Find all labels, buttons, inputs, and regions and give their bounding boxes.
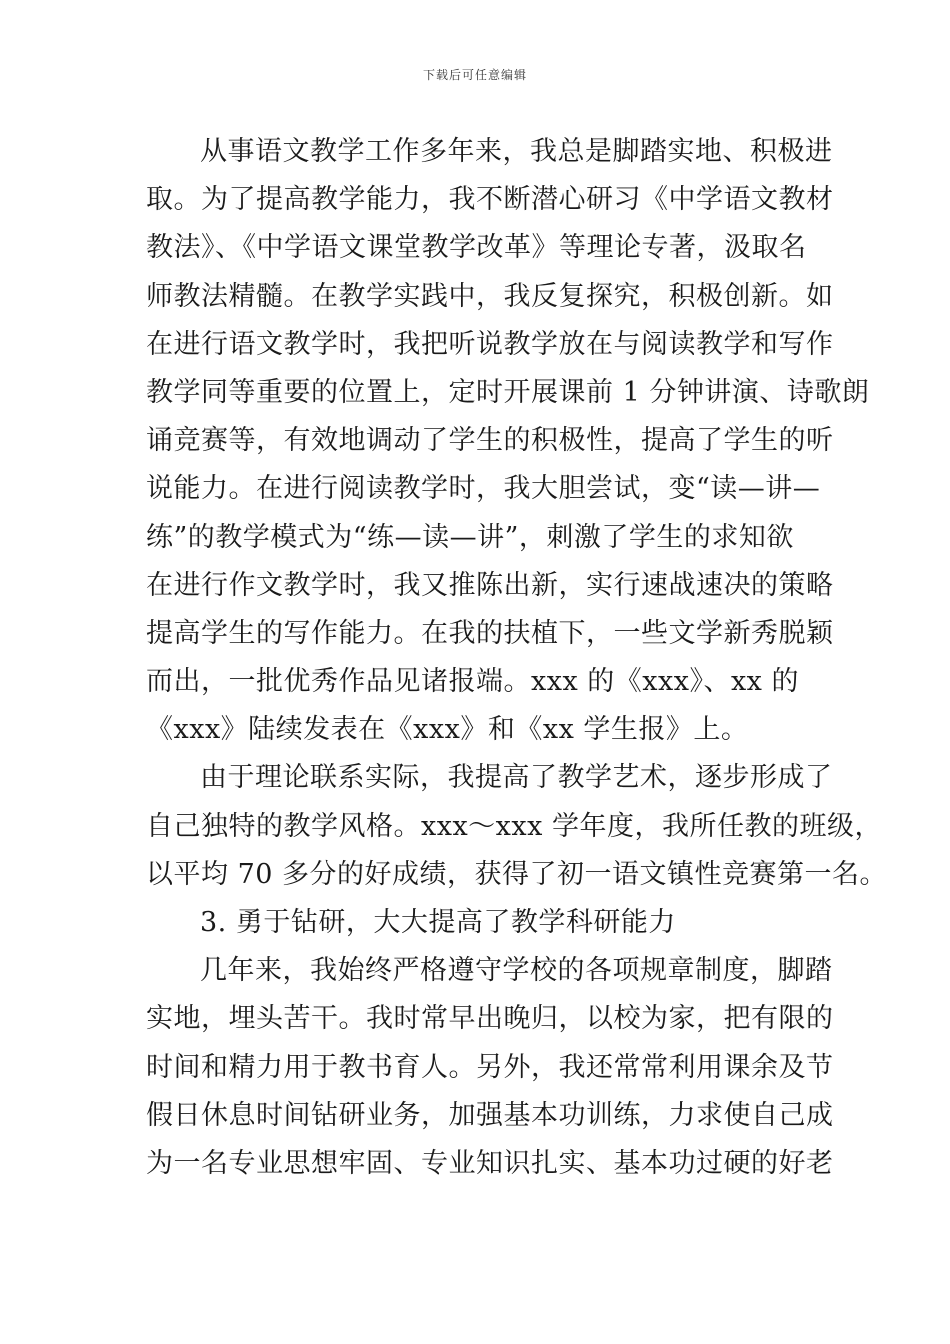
text-line: 假日休息时间钻研业务，加强基本功训练，力求使自己成 (146, 1099, 834, 1131)
text-line: 提高学生的写作能力。在我的扶植下，一些文学新秀脱颖 (146, 617, 834, 649)
paragraph-teaching-practice (146, 128, 870, 754)
text-line: 《xxx》陆续发表在《xxx》和《xx 学生报》上。 (146, 714, 749, 746)
text-line: 在进行语文教学时，我把听说教学放在与阅读教学和写作 (146, 328, 834, 360)
page-header: 下载后可任意编辑 (422, 68, 527, 82)
paragraph-diligence (146, 947, 834, 1188)
text-line: 教法》、《中学语文课堂教学改革》等理论专著，汲取名 (146, 232, 807, 264)
text-line: 在进行作文教学时，我又推陈出新，实行速战速决的策略 (146, 569, 834, 601)
text-line: 以平均 70 多分的好成绩，获得了初一语文镇性竞赛第一名。 (146, 858, 888, 890)
text-line: 从事语文教学工作多年来，我总是脚踏实地、积极进 (200, 136, 833, 167)
section-heading (146, 899, 826, 947)
document-body (146, 128, 888, 1188)
text-line: 几年来，我始终严格遵守学校的各项规章制度，脚踏 (200, 955, 833, 987)
text-line: 时间和精力用于教书育人。另外，我还常常利用课余及节 (146, 1051, 834, 1083)
text-line: 实地，埋头苦干。我时常早出晚归，以校为家，把有限的 (146, 1003, 834, 1035)
text-line: 由于理论联系实际，我提高了教学艺术，逐步形成了 (200, 762, 833, 794)
text-line: 教学同等重要的位置上，定时开展课前 1 分钟讲演、诗歌朗 (146, 376, 870, 408)
text-line: 为一名专业思想牢固、专业知识扎实、基本功过硬的好老 (146, 1147, 834, 1179)
text-line: 自己独特的教学风格。xxx～xxx 学年度，我所任教的班级， (146, 810, 882, 842)
text-line: 师教法精髓。在教学实践中，我反复探究，积极创新。如 (146, 280, 834, 312)
text-line: 而出，一批优秀作品见诸报端。xxx 的《xxx》、xx 的 (146, 666, 799, 698)
text-line: 取。为了提高教学能力，我不断潜心研习《中学语文教材 (146, 184, 834, 216)
heading-line: 3. 勇于钻研，大大提高了教学科研能力 (200, 907, 676, 938)
text-line: 说能力。在进行阅读教学时，我大胆尝试，变“读—讲— (146, 473, 821, 505)
paragraph-teaching-style (146, 754, 888, 899)
text-line: 诵竞赛等，有效地调动了学生的积极性，提高了学生的听 (146, 425, 834, 457)
text-line: 练”的教学模式为“练—读—讲”，刺激了学生的求知欲 (146, 521, 794, 553)
